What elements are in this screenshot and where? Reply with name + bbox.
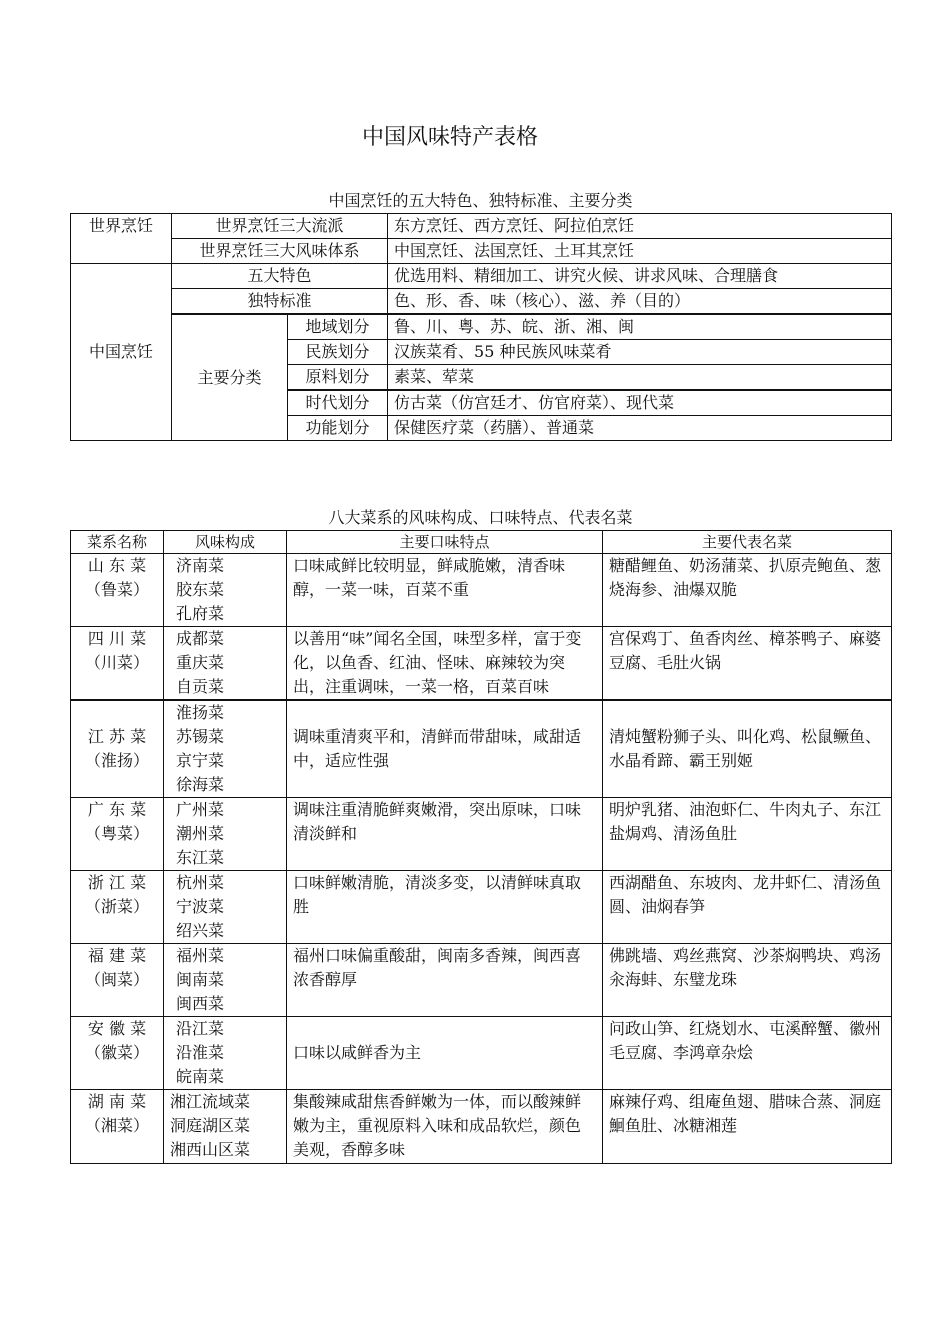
features-label: 五大特色 — [172, 264, 388, 289]
class-label: 民族划分 — [288, 340, 388, 365]
table-row — [71, 239, 892, 264]
flavor-composition: 广州菜 潮州菜 东江菜 — [164, 798, 287, 871]
flavor-composition: 成都菜 重庆菜 自贡菜 — [164, 627, 287, 701]
signature-dishes: 佛跳墙、鸡丝燕窝、沙茶焖鸭块、鸡汤汆海蚌、东璧龙珠 — [603, 944, 892, 1017]
schools-label: 世界烹饪三大流派 — [172, 214, 388, 239]
standard-label: 独特标准 — [172, 289, 388, 315]
flavor-composition: 济南菜 胶东菜 孔府菜 — [164, 554, 287, 627]
table-row — [71, 1090, 892, 1164]
taste-description: 调味重清爽平和，清鲜而带甜味，咸甜适中，适应性强 — [287, 700, 603, 798]
flavor-composition: 沿江菜 沿淮菜 皖南菜 — [164, 1017, 287, 1090]
cuisines-table — [70, 530, 892, 1164]
header-taste: 主要口味特点 — [287, 531, 603, 554]
systems-value: 中国烹饪、法国烹饪、土耳其烹饪 — [388, 239, 892, 264]
class-label: 地域划分 — [288, 314, 388, 340]
class-value: 汉族菜肴、55 种民族风味菜肴 — [388, 340, 892, 365]
table-row — [71, 1017, 892, 1090]
table-row — [71, 700, 892, 798]
table-row — [71, 314, 892, 340]
flavor-composition: 福州菜 闽南菜 闽西菜 — [164, 944, 287, 1017]
taste-description: 口味以咸鲜香为主 — [287, 1017, 603, 1090]
class-value: 鲁、川、粤、苏、皖、浙、湘、闽 — [388, 314, 892, 340]
table-row — [71, 264, 892, 289]
cuisine-name: 湖 南 菜 （湘菜） — [71, 1090, 164, 1164]
cuisine-name: 江 苏 菜 （淮扬） — [71, 700, 164, 798]
header-cuisine-name: 菜系名称 — [71, 531, 164, 554]
schools-value: 东方烹饪、西方烹饪、阿拉伯烹饪 — [388, 214, 892, 239]
cuisine-name: 浙 江 菜 （浙菜） — [71, 871, 164, 944]
flavor-composition: 杭州菜 宁波菜 绍兴菜 — [164, 871, 287, 944]
cooking-overview-table — [70, 213, 892, 441]
cuisine-name: 山 东 菜 （鲁菜） — [71, 554, 164, 627]
signature-dishes: 西湖醋鱼、东坡肉、龙井虾仁、清汤鱼圆、油焖春笋 — [603, 871, 892, 944]
taste-description: 口味咸鲜比较明显，鲜咸脆嫩，清香味醇，一菜一味，百菜不重 — [287, 554, 603, 627]
table-row — [71, 554, 892, 627]
flavor-composition: 淮扬菜 苏锡菜 京宁菜 徐海菜 — [164, 700, 287, 798]
taste-description: 集酸辣咸甜焦香鲜嫩为一体，而以酸辣鲜嫩为主，重视原料入味和成品软烂，颜色美观，香醇多味 — [287, 1090, 603, 1164]
table-header-row — [71, 531, 892, 554]
signature-dishes: 麻辣仔鸡、组庵鱼翅、腊味合蒸、洞庭鮰鱼肚、冰糖湘莲 — [603, 1090, 892, 1164]
signature-dishes: 糖醋鲤鱼、奶汤蒲菜、扒原壳鲍鱼、葱烧海参、油爆双脆 — [603, 554, 892, 627]
standard-value: 色、形、香、味（核心）、滋、养（目的） — [388, 289, 892, 315]
class-label: 时代划分 — [288, 390, 388, 416]
class-value: 素菜、荤菜 — [388, 365, 892, 391]
features-value: 优选用料、精细加工、讲究火候、讲求风味、合理膳食 — [388, 264, 892, 289]
cuisine-name: 福 建 菜 （闽菜） — [71, 944, 164, 1017]
classification-label: 主要分类 — [172, 314, 288, 441]
header-flavor-composition: 风味构成 — [164, 531, 287, 554]
table2-caption: 八大菜系的风味构成、口味特点、代表名菜 — [328, 508, 633, 527]
table-row — [71, 289, 892, 315]
cuisine-name: 四 川 菜 （川菜） — [71, 627, 164, 701]
taste-description: 以善用“味”闻名全国，味型多样，富于变化，以鱼香、红油、怪味、麻辣较为突出，注重调味，一菜一格，百菜百味 — [287, 627, 603, 701]
signature-dishes: 问政山笋、红烧划水、屯溪醉蟹、徽州毛豆腐、李鸿章杂烩 — [603, 1017, 892, 1090]
systems-label: 世界烹饪三大风味体系 — [172, 239, 388, 264]
cuisine-name: 安 徽 菜 （徽菜） — [71, 1017, 164, 1090]
cuisine-name: 广 东 菜 （粤菜） — [71, 798, 164, 871]
class-value: 保健医疗菜（药膳）、普通菜 — [388, 416, 892, 441]
flavor-composition: 湘江流域菜 洞庭湖区菜 湘西山区菜 — [164, 1090, 287, 1164]
signature-dishes: 明炉乳猪、油泡虾仁、牛肉丸子、东江盐焗鸡、清汤鱼肚 — [603, 798, 892, 871]
table-row — [71, 944, 892, 1017]
taste-description: 调味注重清脆鲜爽嫩滑，突出原味，口味清淡鲜和 — [287, 798, 603, 871]
signature-dishes: 宫保鸡丁、鱼香肉丝、樟茶鸭子、麻婆豆腐、毛肚火锅 — [603, 627, 892, 701]
china-cooking-cell: 中国烹饪 — [71, 264, 172, 441]
table-row — [71, 214, 892, 239]
taste-description: 福州口味偏重酸甜，闽南多香辣，闽西喜浓香醇厚 — [287, 944, 603, 1017]
taste-description: 口味鲜嫩清脆，清淡多变，以清鲜味真取胜 — [287, 871, 603, 944]
class-value: 仿古菜（仿宫廷才、仿官府菜）、现代菜 — [388, 390, 892, 416]
table1-caption: 中国烹饪的五大特色、独特标准、主要分类 — [328, 191, 633, 210]
header-dishes: 主要代表名菜 — [603, 531, 892, 554]
table-row — [71, 798, 892, 871]
signature-dishes: 清炖蟹粉狮子头、叫化鸡、松鼠鳜鱼、水晶肴蹄、霸王别姬 — [603, 700, 892, 798]
page-title: 中国风味特产表格 — [361, 125, 538, 150]
class-label: 原料划分 — [288, 365, 388, 391]
table-row — [71, 627, 892, 701]
class-label: 功能划分 — [288, 416, 388, 441]
world-cooking-cell: 世界烹饪 — [71, 214, 172, 264]
table-row — [71, 871, 892, 944]
